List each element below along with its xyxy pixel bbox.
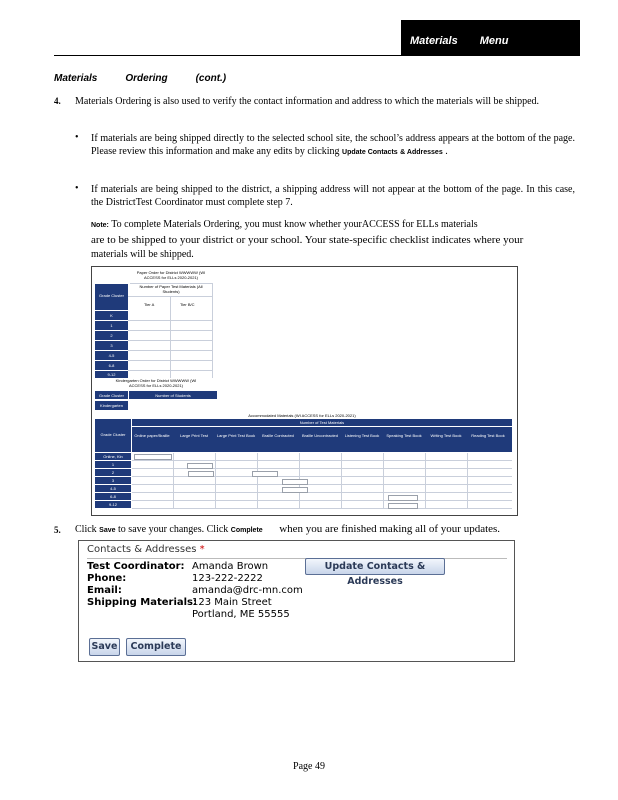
step-5-save-ref: Save (99, 527, 116, 534)
paper-count-header (130, 284, 212, 294)
accom-row-label: 3 (111, 478, 115, 483)
accom-grid-line (132, 508, 512, 509)
accom-row-label: 2 (111, 470, 115, 475)
accom-title: Accommodated Materials (WI ACCESS for ELLs 2020-2021) (248, 413, 356, 418)
bullet-1-addresses-link: & Addresses (400, 149, 443, 156)
bullet-2-text: If materials are being shipped to the district, a shipping address will not appear at the bottom of the page. In this case, the DistrictTest Coordinator must complete step 7. (91, 184, 575, 208)
bullet-1-icon: • (75, 132, 79, 143)
accom-grid-line (215, 453, 216, 509)
paper-row-label: 9-12 (107, 372, 116, 377)
paper-row-3 (95, 341, 128, 350)
accom-col: Listening Test Book (344, 433, 380, 438)
paper-row-label: 2 (110, 333, 113, 338)
accom-grid-line (132, 460, 512, 461)
paper-grade-cluster-label: Grade Cluster (99, 293, 124, 298)
step-4-number: 4. (54, 96, 61, 106)
accom-input (187, 463, 213, 469)
contacts-heading-text: Contacts & Addresses (87, 544, 197, 555)
accom-col: Writing Test Book (430, 433, 462, 438)
accom-input (282, 479, 308, 485)
accom-col: Speaking Test Book (386, 433, 422, 438)
bullet-1-update-link: Update Contacts (342, 149, 398, 156)
materials-order-screenshot (91, 266, 518, 516)
shipping-label: Shipping Materials: (87, 597, 197, 608)
accom-row (95, 469, 131, 476)
accom-grid-line (341, 453, 342, 509)
bullet-1-end: . (445, 146, 448, 157)
accom-col: Braille Uncontracted (301, 433, 339, 438)
paper-row-2 (95, 331, 128, 340)
save-button[interactable]: Save (89, 638, 120, 656)
accom-grid-line (383, 453, 384, 509)
paper-col-tier-a: Tier A (144, 302, 155, 307)
kinder-count-label: Number of Students (155, 393, 191, 398)
accom-input (252, 471, 278, 477)
accom-grade-header (95, 419, 131, 452)
paper-row-cells (128, 341, 212, 351)
paper-order-title-line1: Paper Order for District WWWWW (WI (136, 270, 206, 275)
accom-grid-line (132, 500, 512, 501)
complete-button[interactable]: Complete (126, 638, 186, 656)
kinder-title-line2: ACCESS for ELLs 2020-2021) (128, 383, 184, 388)
accom-grid-line (132, 484, 512, 485)
accom-row-label: 1 (111, 462, 115, 467)
update-contacts-button[interactable]: Update Contacts & Addresses (305, 558, 445, 575)
paper-row-label: 3 (110, 343, 113, 348)
phone-value: 123-222-2222 (192, 573, 263, 584)
step-5-end: when you are finished making all of your updates. (279, 523, 501, 535)
accom-row (95, 493, 131, 500)
accom-grid-line (257, 453, 258, 509)
paper-row-cells (128, 351, 212, 361)
note-block (91, 218, 575, 262)
header-word-menu: Menu (479, 35, 509, 47)
paper-row-cells (128, 321, 212, 331)
accom-grid-line (173, 453, 174, 509)
paper-row-6-8 (95, 361, 128, 370)
accom-input (388, 503, 418, 509)
bullet-2-icon: • (75, 183, 79, 194)
section-word-3: (cont.) (195, 73, 227, 84)
paper-row-4-5 (95, 351, 128, 360)
accom-col: Online paper/Braille (134, 433, 170, 438)
accom-col: Large Print Test Book (216, 433, 256, 438)
paper-order-title (116, 270, 226, 280)
paper-order-title-line2: ACCESS for ELLs 2020-2021) (143, 275, 199, 280)
contacts-addresses-panel (78, 540, 515, 662)
email-label: Email: (87, 585, 122, 596)
header-title (410, 35, 508, 47)
accom-row-label: 4-5 (110, 486, 116, 491)
paper-row-label: 1 (110, 323, 113, 328)
kinder-title-line1: Kindergarten Order for District WWWWW (WI (115, 378, 197, 383)
accom-grade-label: Grade Cluster (100, 432, 126, 437)
paper-row-cells (128, 311, 212, 321)
step-5-middle: to save your changes. Click (118, 524, 229, 535)
step-5-complete-ref: Complete (230, 527, 263, 534)
accom-subheader (132, 419, 512, 426)
step-5-click-1: Click (75, 524, 97, 535)
header-bar (401, 20, 580, 55)
coordinator-value: Amanda Brown (192, 561, 269, 572)
paper-count-header-line1: Number of Paper Test Materials (All (139, 284, 203, 289)
accom-row (95, 485, 131, 492)
header-word-materials: Materials (410, 35, 458, 47)
accom-grid-line (467, 453, 468, 509)
accom-input (188, 471, 214, 477)
note-label: Note: (91, 222, 109, 229)
section-title (54, 73, 226, 84)
kinder-grade-header (95, 391, 128, 399)
shipping-line-2: Portland, ME 55555 (192, 609, 290, 620)
accom-row-label: Online, Kin (103, 454, 123, 459)
accom-grid-line (132, 492, 512, 493)
section-word-1: Materials (54, 73, 98, 84)
kinder-row-label: Kindergarten (100, 403, 123, 408)
step-4-text: Materials Ordering is also used to verify the contact information and address to which the materials will be shipped. (75, 96, 540, 107)
accom-col: Reading Test Book (471, 433, 505, 438)
accom-col: Large Print Test (180, 433, 208, 438)
paper-grade-cluster-header (95, 284, 128, 310)
paper-row-label: K (110, 313, 113, 318)
bullet-1-text (91, 132, 575, 159)
accom-row (95, 453, 131, 460)
shipping-line-1: 123 Main Street (192, 597, 272, 608)
paper-col-tier-bc: Tier B/C (180, 302, 195, 307)
kinder-count-header (129, 391, 217, 399)
accom-col: Braille Contracted (262, 433, 294, 438)
accom-row (95, 501, 131, 508)
accom-row-label: 6-8 (110, 494, 116, 499)
step-5-text (75, 523, 575, 537)
paper-row-label: 6-8 (108, 363, 115, 368)
note-line-1: To complete Materials Ordering, you must know whether yourACCESS for ELLs materials (111, 219, 478, 230)
note-line-2: are to be shipped to your district or your school. Your state-specific checklist indicates where your (91, 234, 524, 246)
note-line-3: materials will be shipped. (91, 249, 194, 260)
paper-row-cells (128, 361, 212, 371)
accom-input (388, 495, 418, 501)
accom-row (95, 477, 131, 484)
kinder-order-title (95, 378, 217, 388)
paper-row-1 (95, 321, 128, 330)
accom-input (282, 487, 308, 493)
header-rule (54, 55, 580, 56)
accom-input (134, 454, 172, 460)
step-5-number: 5. (54, 525, 61, 535)
paper-row-cells (128, 331, 212, 341)
kinder-grade-label: Grade Cluster (99, 393, 124, 398)
accom-col-header-bg (132, 427, 512, 452)
paper-grid-line (212, 283, 213, 378)
accom-row (95, 461, 131, 468)
kinder-row (95, 401, 128, 410)
phone-label: Phone: (87, 573, 127, 584)
paper-row-9-12 (95, 371, 128, 378)
accom-grid-line (425, 453, 426, 509)
paper-row-k (95, 311, 128, 320)
section-word-2: Ordering (125, 73, 168, 84)
coordinator-label: Test Coordinator: (87, 561, 185, 572)
accom-row-label: 9-12 (108, 502, 117, 507)
required-mark: * (199, 544, 205, 555)
page-number: Page 49 (293, 761, 325, 772)
accom-subheader-label: Number of Test Materials (299, 420, 345, 425)
contacts-heading (87, 544, 205, 555)
paper-count-header-line2: Students) (162, 289, 180, 294)
email-value: amanda@drc-mn.com (192, 585, 303, 596)
bullet-1-body: If materials are being shipped directly to the selected school site, the school’s address appears at the bottom of the page. Please review this information and make any edits by clicking (91, 133, 575, 157)
paper-row-label: 4-5 (108, 353, 115, 358)
